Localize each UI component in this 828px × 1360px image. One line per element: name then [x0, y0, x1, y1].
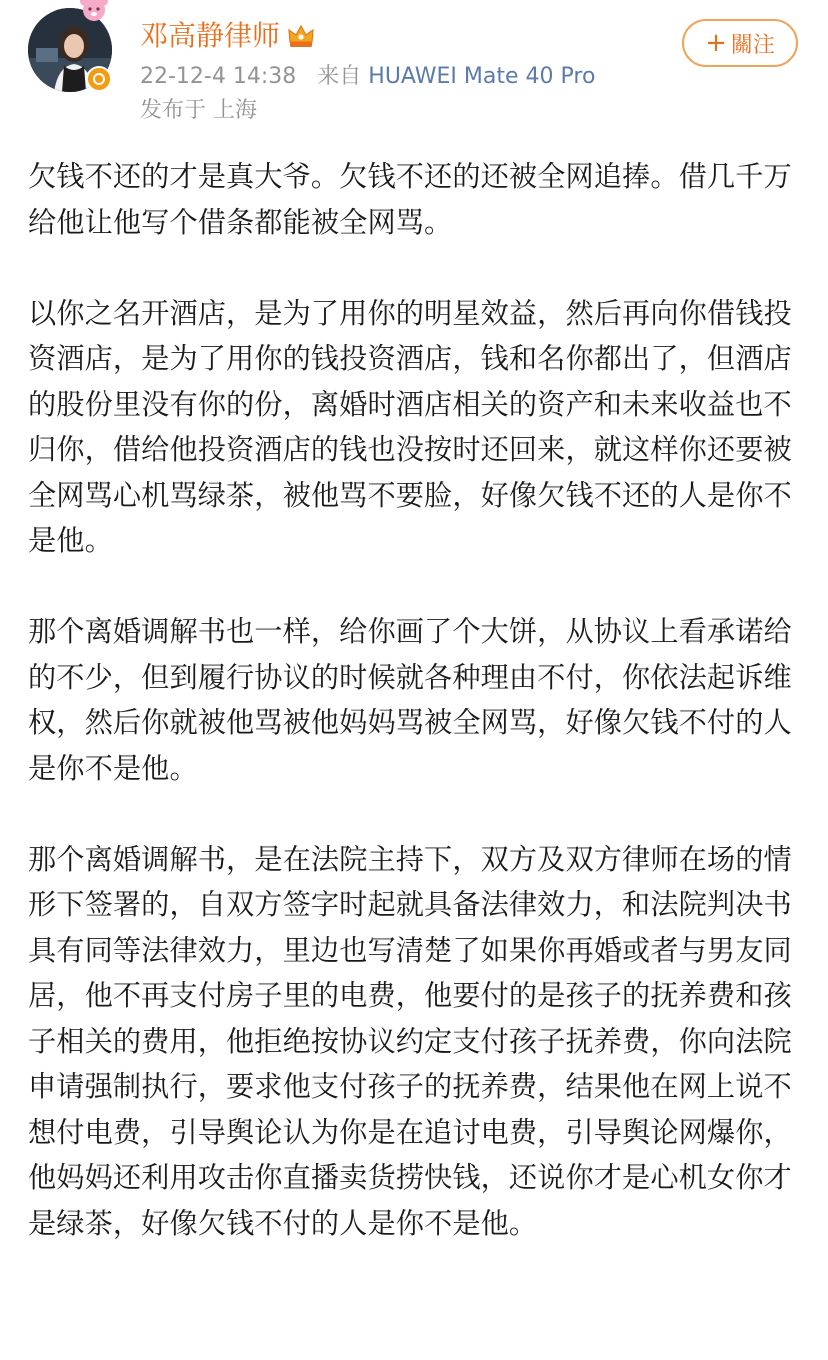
source-prefix: 来自 — [317, 64, 362, 89]
username[interactable]: 邓高静律师 — [140, 19, 281, 52]
post-paragraph: 以你之名开酒店，是为了用你的明星效益，然后再向你借钱投资酒店，是为了用你的钱投资酒店，钱和名你都出了，但酒店的股份里没有你的份，离婚时酒店相关的资产和未来收益也不归你，借给他投资酒店的钱也没按时还回来，就这样你还要被全网骂心机骂绿茶，被他骂不要脸，好像欠钱不还的人是你不是他。 — [28, 296, 792, 557]
verified-badge-icon — [86, 66, 112, 92]
post-paragraph: 那个离婚调解书，是在法院主持下，双方及双方律师在场的情形下签署的，自双方签字时起就具备法律效力，和法院判决书具有同等法律效力，里边也写清楚了如果你再婚或者与男友同居，他不再支付房子里的电费，他要付的是孩子的抚养费和孩子相关的费用，他拒绝按协议约定支付孩子抚养费，你向法院申请强制执行，要求他支付孩子的抚养费，结果他在网上说不想付电费，引导舆论认为你是在追讨电费，引导舆论网爆你，他妈妈还利用攻击你直播卖货捞快钱，还说你才是心机女你才是绿茶，好像欠钱不付的人是你不是他。 — [28, 842, 792, 1240]
post-location: 发布于 上海 — [140, 98, 257, 123]
name-row — [140, 18, 316, 54]
follow-label: 關注 — [730, 32, 775, 58]
post-paragraph: 那个离婚调解书也一样，给你画了个大饼，从协议上看承诺给的不少，但到履行协议的时候就各种理由不付，你依法起诉维权，然后你就被他骂被他妈妈骂被全网骂，好像欠钱不付的人是你不是他。 — [28, 615, 792, 785]
post-date: 22-12-4 14:38 — [140, 64, 297, 89]
post-paragraph: 欠钱不还的才是真大爷。欠钱不还的还被全网追捧。借几千万给他让他写个借条都能被全网骂。 — [28, 160, 792, 239]
device-name[interactable]: HUAWEI Mate 40 Pro — [368, 64, 596, 89]
post-header — [0, 0, 828, 130]
pink-bear-decoration-icon — [74, 0, 114, 24]
crown-vip-icon — [286, 22, 316, 50]
post-content — [28, 154, 800, 1246]
plus-icon: + — [705, 28, 727, 58]
post-meta — [140, 62, 595, 92]
follow-button[interactable] — [682, 19, 798, 67]
